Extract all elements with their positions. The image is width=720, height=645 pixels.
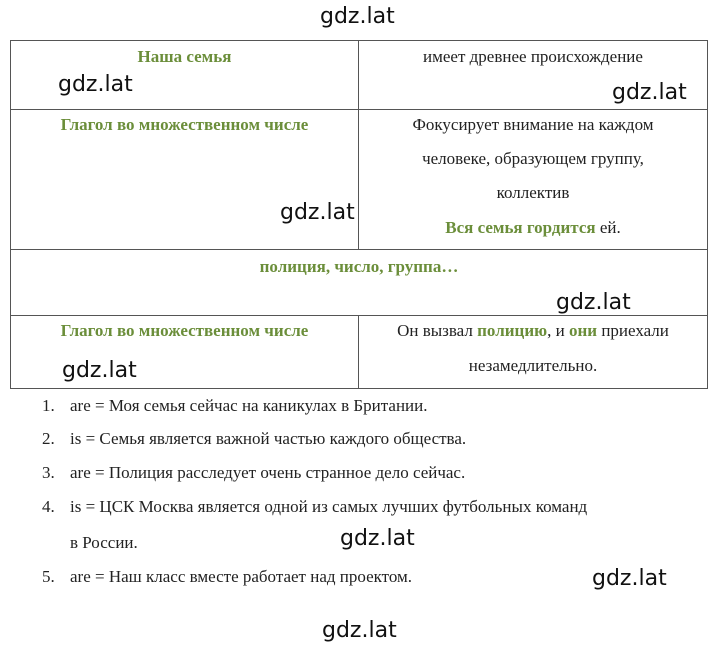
list-item (42, 497, 587, 517)
item-number: 3. (42, 463, 55, 482)
cell-text: Фокусирует внимание на каждом (412, 115, 654, 134)
item-number: 5. (42, 567, 55, 586)
item-text: are = Наш класс вместе работает над проектом. (70, 567, 413, 586)
highlight-word: полицию (477, 321, 548, 340)
highlight-word: они (568, 321, 598, 340)
table-cell (359, 110, 707, 249)
text-part: , и (547, 321, 569, 340)
text-part: приехали (597, 321, 669, 340)
cell-text: Глагол во множественном числе (60, 321, 309, 340)
item-number: 4. (42, 497, 55, 516)
item-number: 2. (42, 429, 55, 448)
cell-text: Наша семья (137, 47, 232, 66)
watermark: gdz.lat (320, 4, 395, 29)
item-text: are = Полиция расследует очень странное дело сейчас. (70, 463, 466, 482)
watermark: gdz.lat (58, 72, 133, 97)
list-item-continuation: в России. (70, 533, 138, 552)
example-bold: Вся семья гордится (445, 218, 596, 237)
item-text: are = Моя семья сейчас на каникулах в Британии. (70, 396, 428, 415)
watermark: gdz.lat (322, 618, 397, 643)
watermark: gdz.lat (592, 566, 667, 591)
watermark: gdz.lat (340, 526, 415, 551)
cell-text: коллектив (496, 183, 570, 202)
table-cell (11, 110, 359, 249)
text-part: Он вызвал (397, 321, 478, 340)
list-item (42, 567, 412, 587)
table-cell (359, 316, 707, 388)
example-sentence (359, 321, 707, 341)
list-item (42, 429, 466, 449)
example-rest: ей. (595, 218, 621, 237)
item-text: is = Семья является важной частью каждого общества. (70, 429, 467, 448)
item-number: 1. (42, 396, 55, 415)
item-text: is = ЦСК Москва является одной из самых лучших футбольных команд (70, 497, 588, 516)
cell-text: человеке, образующем группу, (422, 149, 644, 168)
example-sentence (359, 218, 707, 238)
watermark: gdz.lat (62, 358, 137, 383)
watermark: gdz.lat (556, 290, 631, 315)
table-row (10, 110, 708, 250)
cell-text: имеет древнее происхождение (423, 47, 643, 66)
cell-text: незамедлительно. (468, 356, 598, 375)
list-item (42, 463, 465, 483)
watermark: gdz.lat (280, 200, 355, 225)
cell-text: полиция, число, группа… (259, 257, 459, 276)
watermark: gdz.lat (612, 80, 687, 105)
cell-text: Глагол во множественном числе (60, 115, 309, 134)
list-item (42, 396, 428, 416)
